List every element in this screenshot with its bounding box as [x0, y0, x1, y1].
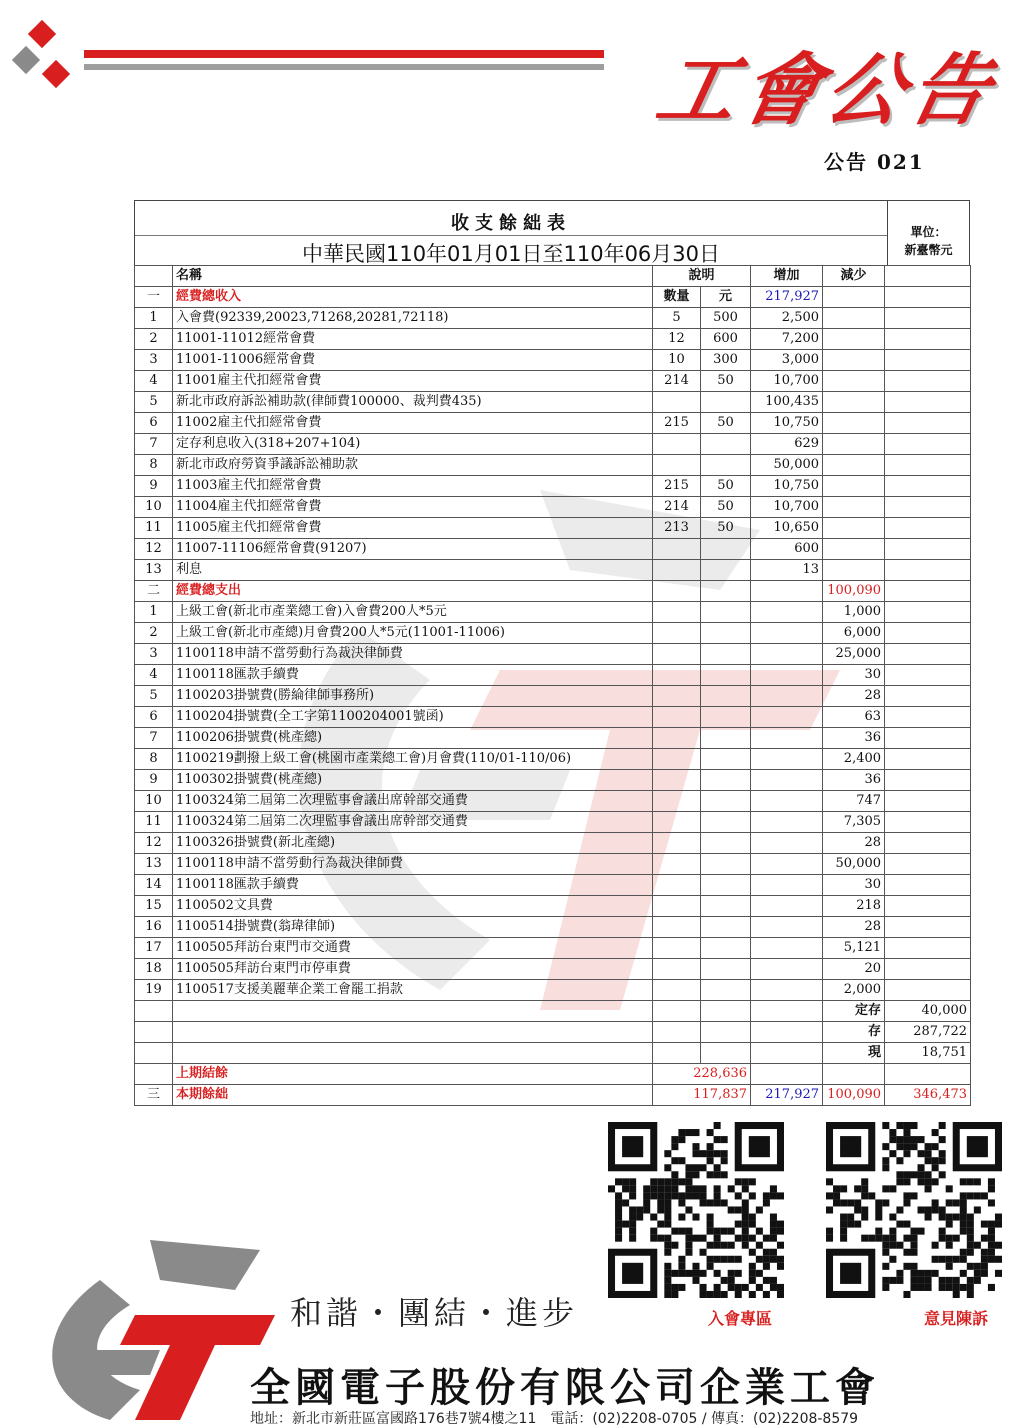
row-number: 9 — [135, 476, 173, 497]
previous-balance-value: 228,636 — [653, 1064, 751, 1085]
previous-balance-row — [135, 1064, 971, 1085]
item-quantity: 214 — [653, 371, 701, 392]
income-row — [135, 518, 971, 539]
expense-row — [135, 812, 971, 833]
item-quantity: 5 — [653, 308, 701, 329]
row-number: 13 — [135, 854, 173, 875]
item-name: 11001雇主代扣經常會費 — [173, 371, 653, 392]
item-name: 1100517支援美麗華企業工會罷工捐款 — [173, 980, 653, 1001]
feedback-qr-code[interactable] — [826, 1122, 1002, 1298]
item-increase: 600 — [751, 539, 823, 560]
union-slogan: 和諧・團結・進步 — [290, 1294, 579, 1332]
income-row — [135, 476, 971, 497]
item-unit-price — [701, 539, 751, 560]
item-increase: 13 — [751, 560, 823, 581]
item-name: 1100326掛號費(新北產總) — [173, 833, 653, 854]
item-decrease: 36 — [823, 728, 885, 749]
expense-row — [135, 770, 971, 791]
item-increase: 50,000 — [751, 455, 823, 476]
row-number: 18 — [135, 959, 173, 980]
income-row — [135, 392, 971, 413]
row-number: 14 — [135, 875, 173, 896]
row-number: 1 — [135, 308, 173, 329]
period-total-label: 本期餘絀 — [173, 1085, 653, 1106]
item-decrease: 2,400 — [823, 749, 885, 770]
diamond-logo-icon — [12, 20, 70, 88]
item-unit-price — [701, 455, 751, 476]
period-total-row — [135, 1085, 971, 1106]
item-quantity: 214 — [653, 497, 701, 518]
item-increase: 3,000 — [751, 350, 823, 371]
row-number: 11 — [135, 812, 173, 833]
income-row — [135, 308, 971, 329]
item-decrease: 30 — [823, 665, 885, 686]
item-name: 1100505拜訪台東門市停車費 — [173, 959, 653, 980]
item-decrease: 1,000 — [823, 602, 885, 623]
balance-value: 287,722 — [885, 1022, 971, 1043]
item-name: 1100324第二屆第二次理監事會議出席幹部交通費 — [173, 812, 653, 833]
expense-row — [135, 980, 971, 1001]
statement-period: 中華民國110年01月01日至110年06月30日 — [135, 235, 887, 268]
item-unit-price: 50 — [701, 518, 751, 539]
item-unit-price: 300 — [701, 350, 751, 371]
notice-title: 工會公告 — [648, 46, 1005, 136]
item-quantity — [653, 560, 701, 581]
expense-row — [135, 749, 971, 770]
section-number: 三 — [135, 1085, 173, 1106]
header-red-bar — [84, 50, 604, 58]
item-name: 1100118申請不當勞動行為裁決律師費 — [173, 644, 653, 665]
row-number: 10 — [135, 791, 173, 812]
item-decrease: 36 — [823, 770, 885, 791]
row-number: 2 — [135, 623, 173, 644]
expense-row — [135, 854, 971, 875]
item-name: 11003雇主代扣經常會費 — [173, 476, 653, 497]
item-increase: 10,650 — [751, 518, 823, 539]
item-decrease: 30 — [823, 875, 885, 896]
item-name: 上級工會(新北市產業總工會)入會費200人*5元 — [173, 602, 653, 623]
previous-balance-label: 上期結餘 — [173, 1064, 653, 1085]
balance-label: 存 — [823, 1022, 885, 1043]
income-row — [135, 413, 971, 434]
section-number: 二 — [135, 581, 173, 602]
row-number: 5 — [135, 686, 173, 707]
row-number: 3 — [135, 644, 173, 665]
period-total-balance: 346,473 — [885, 1085, 971, 1106]
income-row — [135, 539, 971, 560]
item-increase: 10,700 — [751, 497, 823, 518]
statement-table — [134, 265, 971, 1106]
row-number: 12 — [135, 539, 173, 560]
row-number: 6 — [135, 413, 173, 434]
item-name: 入會費(92339,20023,71268,20281,72118) — [173, 308, 653, 329]
col-header-desc: 說明 — [653, 266, 751, 287]
item-unit-price — [701, 392, 751, 413]
item-unit-price — [701, 434, 751, 455]
item-unit-price: 50 — [701, 371, 751, 392]
income-section-row — [135, 287, 971, 308]
item-quantity: 213 — [653, 518, 701, 539]
unit-label: 單位： — [910, 225, 947, 239]
expense-total: 100,090 — [823, 581, 885, 602]
item-name: 1100514掛號費(翁瑋律師) — [173, 917, 653, 938]
expense-row — [135, 623, 971, 644]
item-quantity: 12 — [653, 329, 701, 350]
qty-subheader: 數量 — [653, 287, 701, 308]
expense-row — [135, 665, 971, 686]
income-row — [135, 371, 971, 392]
item-name: 1100118匯款手續費 — [173, 875, 653, 896]
item-decrease: 28 — [823, 917, 885, 938]
statement-header — [134, 200, 970, 265]
item-decrease: 5,121 — [823, 938, 885, 959]
row-number: 13 — [135, 560, 173, 581]
row-number: 12 — [135, 833, 173, 854]
expense-row — [135, 686, 971, 707]
item-unit-price: 50 — [701, 497, 751, 518]
balance-value: 40,000 — [885, 1001, 971, 1022]
item-name: 利息 — [173, 560, 653, 581]
item-decrease: 28 — [823, 686, 885, 707]
period-total-increase: 217,927 — [751, 1085, 823, 1106]
item-increase: 10,700 — [751, 371, 823, 392]
item-quantity: 215 — [653, 476, 701, 497]
row-number: 4 — [135, 371, 173, 392]
balance-label: 現 — [823, 1043, 885, 1064]
period-total-decrease: 100,090 — [823, 1085, 885, 1106]
income-row — [135, 455, 971, 476]
item-unit-price: 600 — [701, 329, 751, 350]
period-total-value: 117,837 — [653, 1085, 751, 1106]
item-unit-price: 500 — [701, 308, 751, 329]
item-name: 11004雇主代扣經常會費 — [173, 497, 653, 518]
expense-section-row — [135, 581, 971, 602]
item-decrease: 747 — [823, 791, 885, 812]
item-quantity — [653, 392, 701, 413]
expense-row — [135, 833, 971, 854]
row-number: 8 — [135, 749, 173, 770]
item-decrease: 50,000 — [823, 854, 885, 875]
row-number: 17 — [135, 938, 173, 959]
item-decrease: 6,000 — [823, 623, 885, 644]
expense-row — [135, 875, 971, 896]
expense-row — [135, 896, 971, 917]
contact-address: 地址：新北市新莊區富國路176巷7號4樓之11 電話：(02)2208-0705 / 傳真：(02)2208-8579 — [250, 1411, 859, 1427]
income-row — [135, 329, 971, 350]
income-total: 217,927 — [751, 287, 823, 308]
item-increase: 2,500 — [751, 308, 823, 329]
row-number: 15 — [135, 896, 173, 917]
income-row — [135, 434, 971, 455]
balance-row — [135, 1043, 971, 1064]
item-quantity: 10 — [653, 350, 701, 371]
col-header-increase: 增加 — [751, 266, 823, 287]
row-number: 19 — [135, 980, 173, 1001]
row-number: 11 — [135, 518, 173, 539]
item-name: 1100324第二屆第二次理監事會議出席幹部交通費 — [173, 791, 653, 812]
row-number: 4 — [135, 665, 173, 686]
item-unit-price: 50 — [701, 476, 751, 497]
item-name: 1100118匯款手續費 — [173, 665, 653, 686]
item-name: 上級工會(新北市產總)月會費200人*5元(11001-11006) — [173, 623, 653, 644]
item-quantity — [653, 455, 701, 476]
item-increase: 10,750 — [751, 476, 823, 497]
join-qr-code[interactable] — [608, 1122, 784, 1298]
item-decrease: 28 — [823, 833, 885, 854]
income-row — [135, 560, 971, 581]
expense-row — [135, 791, 971, 812]
item-quantity — [653, 539, 701, 560]
row-number: 8 — [135, 455, 173, 476]
item-name: 1100302掛號費(桃產總) — [173, 770, 653, 791]
item-name: 1100219劃撥上級工會(桃園市產業總工會)月會費(110/01-110/06) — [173, 749, 653, 770]
balance-label: 定存 — [823, 1001, 885, 1022]
join-qr-label: 入會專區 — [708, 1309, 773, 1328]
expense-row — [135, 707, 971, 728]
row-number: 10 — [135, 497, 173, 518]
item-name: 定存利息收入(318+207+104) — [173, 434, 653, 455]
item-unit-price: 50 — [701, 413, 751, 434]
item-quantity — [653, 434, 701, 455]
income-row — [135, 350, 971, 371]
item-name: 新北市政府勞資爭議訴訟補助款 — [173, 455, 653, 476]
section-number: 一 — [135, 287, 173, 308]
header-gray-bar — [84, 64, 604, 70]
item-decrease: 7,305 — [823, 812, 885, 833]
row-number: 9 — [135, 770, 173, 791]
expense-row — [135, 728, 971, 749]
union-logo-icon — [20, 1220, 280, 1420]
item-name: 新北市政府訴訟補助款(律師費100000、裁判費435) — [173, 392, 653, 413]
expense-row — [135, 938, 971, 959]
item-name: 1100505拜訪台東門市交通費 — [173, 938, 653, 959]
row-number: 7 — [135, 434, 173, 455]
balance-value: 18,751 — [885, 1043, 971, 1064]
item-name: 11007-11106經常會費(91207) — [173, 539, 653, 560]
item-decrease: 2,000 — [823, 980, 885, 1001]
expense-row — [135, 959, 971, 980]
item-name: 1100118申請不當勞動行為裁決律師費 — [173, 854, 653, 875]
section-label: 經費總支出 — [173, 581, 653, 602]
organization-name: 全國電子股份有限公司企業工會 — [250, 1365, 880, 1411]
expense-row — [135, 602, 971, 623]
statement-title: 收支餘絀表 — [451, 213, 571, 234]
item-decrease: 25,000 — [823, 644, 885, 665]
row-number: 3 — [135, 350, 173, 371]
row-number: 2 — [135, 329, 173, 350]
row-number: 7 — [135, 728, 173, 749]
yuan-subheader: 元 — [701, 287, 751, 308]
currency-unit — [887, 201, 969, 265]
item-decrease: 20 — [823, 959, 885, 980]
item-quantity: 215 — [653, 413, 701, 434]
item-increase: 10,750 — [751, 413, 823, 434]
feedback-qr-label: 意見陳訴 — [924, 1309, 989, 1328]
item-increase: 100,435 — [751, 392, 823, 413]
section-label: 經費總收入 — [173, 287, 653, 308]
item-name: 11001-11012經常會費 — [173, 329, 653, 350]
expense-row — [135, 644, 971, 665]
item-increase: 629 — [751, 434, 823, 455]
item-name: 11002雇主代扣經常會費 — [173, 413, 653, 434]
item-name: 1100206掛號費(桃產總) — [173, 728, 653, 749]
item-increase: 7,200 — [751, 329, 823, 350]
row-number: 1 — [135, 602, 173, 623]
item-name: 1100204掛號費(全工字第1100204001號函) — [173, 707, 653, 728]
balance-row — [135, 1001, 971, 1022]
item-decrease: 63 — [823, 707, 885, 728]
notice-number: 公告 021 — [824, 150, 925, 174]
row-number: 16 — [135, 917, 173, 938]
item-name: 1100502文具費 — [173, 896, 653, 917]
row-number: 5 — [135, 392, 173, 413]
row-number: 6 — [135, 707, 173, 728]
item-decrease: 218 — [823, 896, 885, 917]
col-header-decrease: 減少 — [823, 266, 885, 287]
expense-row — [135, 917, 971, 938]
income-row — [135, 497, 971, 518]
balance-row — [135, 1022, 971, 1043]
item-name: 11005雇主代扣經常會費 — [173, 518, 653, 539]
unit-value: 新臺幣元 — [904, 243, 953, 257]
item-name: 1100203掛號費(勝綸律師事務所) — [173, 686, 653, 707]
income-expense-statement — [134, 200, 970, 1106]
item-name: 11001-11006經常會費 — [173, 350, 653, 371]
item-unit-price — [701, 560, 751, 581]
table-header-row — [135, 266, 971, 287]
col-header-name: 名稱 — [173, 266, 653, 287]
